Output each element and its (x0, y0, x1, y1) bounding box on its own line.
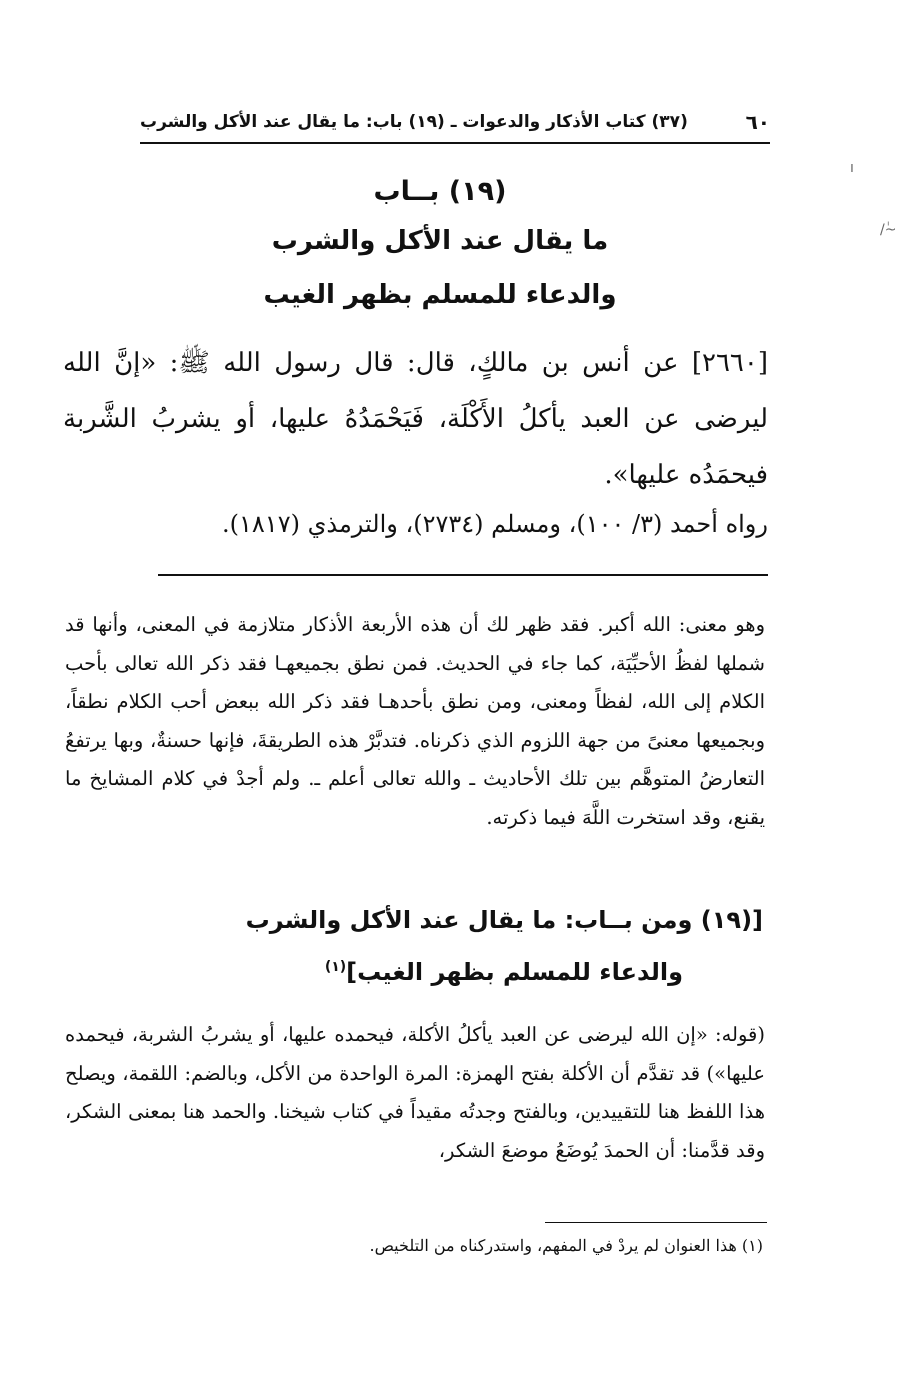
section-heading-line-1: [(١٩) ومن بــاب: ما يقال عند الأكل والشرب (245, 906, 763, 934)
chapter-number-line: (١٩) بــاب (373, 176, 507, 207)
footnote-divider (545, 1222, 767, 1223)
running-header-title: (٣٧) كتاب الأذكار والدعوات ـ (١٩) باب: ما يقال عند الأكل والشرب (140, 112, 688, 132)
page-number: ٦٠ (745, 110, 770, 134)
section-heading-text: والدعاء للمسلم بظهر الغيب] (346, 958, 683, 986)
chapter-title-line-1: ما يقال عند الأكل والشرب (271, 226, 609, 256)
footnote-marker: (١) (324, 959, 347, 975)
commentary-paragraph-2: (قوله: «إن الله ليرضى عن العبد يأكلُ الأكلة، فيحمده عليها، أو يشربُ الشربة، فيحمده عليها») قد تقدَّم أن الأكلة بفتح الهمزة: المرة الواحدة من الأكل، وبالضم: اللقمة، ويصلح هذا اللفظ هنا للتقييدين، وبالفتح وجدتُه مقيداً في كتاب شيخنا. والحمد هنا بمعنى الشكر، وقد قدَّمنا: أن الحمدَ يُوضَعُ موضعَ الشكر، (65, 1023, 765, 1162)
footnote: (١) هذا العنوان لم يردْ في المفهم، واستدركناه من التلخيص. (369, 1236, 763, 1255)
section-divider (158, 574, 768, 576)
commentary-paragraph-1: وهو معنى: الله أكبر. فقد ظهر لك أن هذه الأربعة الأذكار متلازمة في المعنى، وأنها قد شملها لفظُ الأحبِّيَة، كما جاء في الحديث. فمن نطق بجميعهـا فقد ذكر الله تعالى بأحب الكلام إلى الله، لفظاً ومعنى، ومن نطق بأحدهـا فقد ذكر الله ببعض أحب الكلام نطقاً، وبجميعها معنىً من جهة اللزوم الذي ذكرناه. فتدبَّرْ هذه الطريقةَ، فإنها حسنةٌ، وبها يرتفعُ التعارضُ المتوهَّم بين تلك الأحاديث ـ والله تعالى أعلم ـ. ولم أجدْ في كلام المشايخ ما يقنع، وقد استخرت اللَّهَ فيما ذكرته. (65, 613, 765, 829)
running-header (140, 104, 770, 144)
margin-mark: ı (850, 160, 854, 176)
hadith-text: [٢٦٦٠] عن أنس بن مالكٍ، قال: قال رسول الله ﷺ: «إنَّ الله ليرضى عن العبد يأكلُ الأَكْلَة، فَيَحْمَدُهُ عليها، أو يشربُ الشَّربة فيحمَدُه عليها». (63, 348, 768, 490)
margin-mark: ~ٰ/ (880, 222, 897, 238)
takhrij-text: رواه أحمد (٣/ ١٠٠)، ومسلم (٢٧٣٤)، والترمذي (١٨١٧). (222, 510, 768, 538)
section-heading-line-2 (325, 958, 683, 986)
chapter-title-line-2: والدعاء للمسلم بظهر الغيب (263, 280, 617, 310)
